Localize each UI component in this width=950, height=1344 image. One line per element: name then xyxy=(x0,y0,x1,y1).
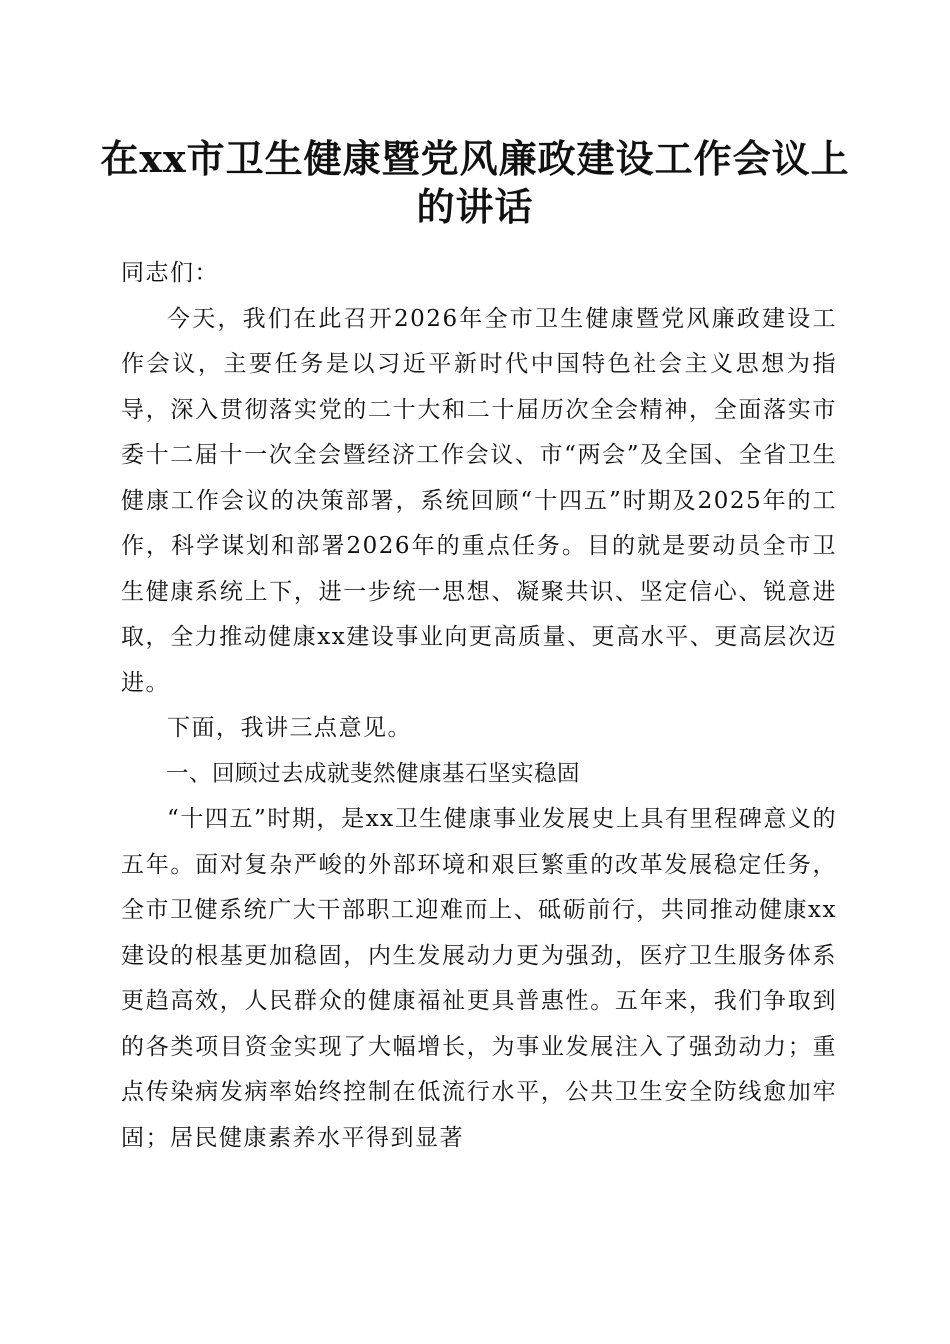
section-paragraph: “十四五”时期，是xx卫生健康事业发展史上具有里程碑意义的五年。面对复杂严峻的外部环境和艰巨繁重的改革发展稳定任务，全市卫健系统广大干部职工迎难而上、砥砺前行，共同推动健康xx建设的根基更加稳固，内生发展动力更为强劲，医疗卫生服务体系更趋高效，人民群众的健康福祉更具普惠性。五年来，我们争取到的各类项目资金实现了大幅增长，为事业发展注入了强劲动力；重点传染病发病率始终控制在低流行水平，公共卫生安全防线愈加牢固；居民健康素养水平得到显著 xyxy=(121,806,837,1151)
document-body xyxy=(121,251,837,1161)
opening-paragraph: 今天，我们在此召开2026年全市卫生健康暨党风廉政建设工作会议，主要任务是以习近平新时代中国特色社会主义思想为指导，深入贯彻落实党的二十大和二十届历次全会精神，全面落实市委十二届十一次全会暨经济工作会议、市“两会”及全国、全省卫生健康工作会议的决策部署，系统回顾“十四五”时期及2025年的工作，科学谋划和部署2026年的重点任务。目的就是要动员全市卫生健康系统上下，进一步统一思想、凝聚共识、坚定信心、锐意进取，全力推动健康xx建设事业向更高质量、更高水平、更高层次迈进。 xyxy=(121,305,837,696)
section-heading: 一、回顾过去成就斐然健康基石坚实稳固 xyxy=(166,760,581,787)
transition-paragraph: 下面，我讲三点意见。 xyxy=(167,715,412,741)
title-line-1: 在xx市卫生健康暨党风廉政建设工作会议上 xyxy=(100,136,850,181)
document-title xyxy=(100,135,850,231)
salutation: 同志们： xyxy=(121,260,219,286)
title-line-2: 的讲话 xyxy=(416,184,534,229)
